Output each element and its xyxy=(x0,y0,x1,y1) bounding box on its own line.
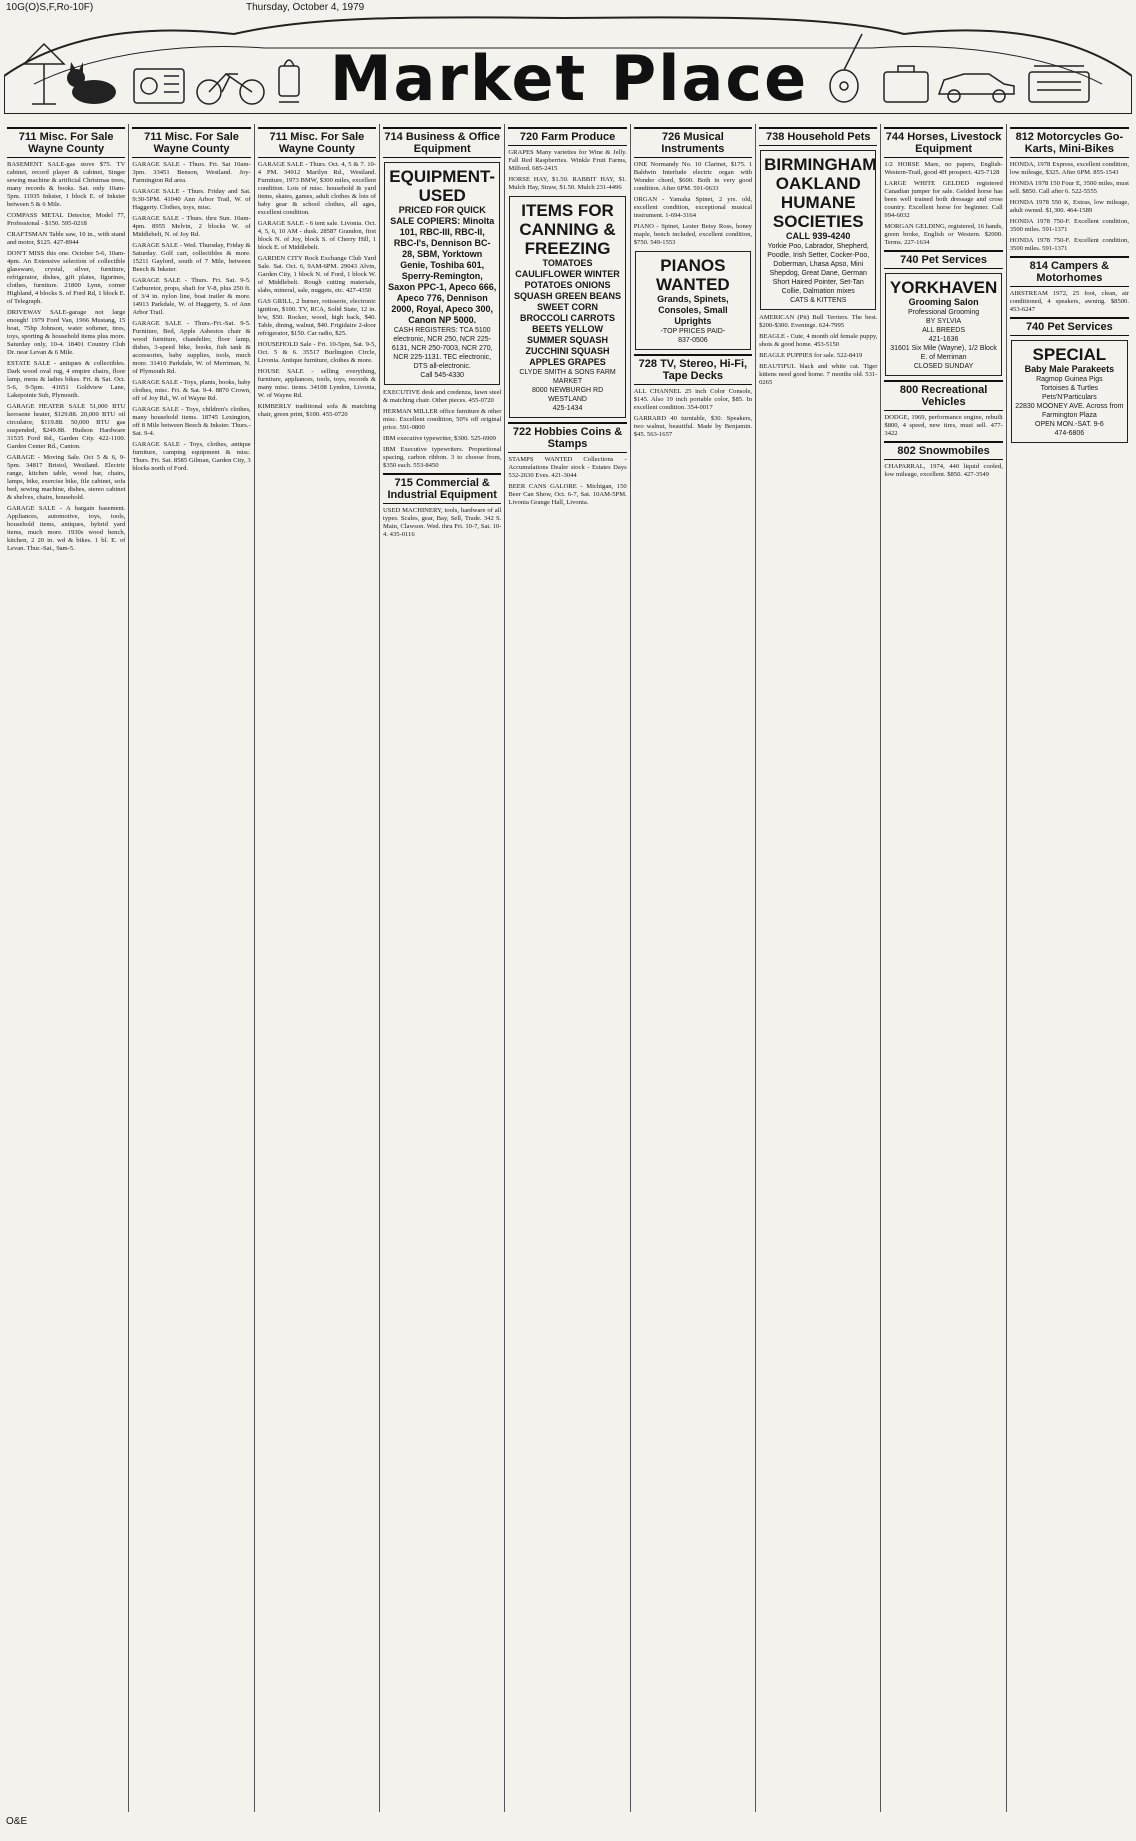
classified-ad: GARAGE SALE - Toys, plants, books, baby clothes, misc. Fri. & Sat. 9-4. 8870 Crown, off of Joy Rd., W. of Wayne Rd. xyxy=(132,379,251,402)
display-ad-line: 421-1636 xyxy=(928,336,959,343)
section-heading: 715 Commercial & Industrial Equipment xyxy=(383,473,501,504)
classified-ad: USED MACHINERY, tools, hardware of all types. Scales, gear, Bay, Sell, Trade. 342 S. Main, Clawson. Wed. thru Fri. 10-7, Sat. 10-4. 435-0116 xyxy=(383,507,502,538)
display-ad-line: 474-6806 xyxy=(1054,430,1085,437)
classified-ad: BEAGLE PUPPIES for sale. 522-8419 xyxy=(759,352,863,359)
display-ad-box xyxy=(635,251,751,350)
display-ad-box xyxy=(384,162,500,385)
classified-columns xyxy=(4,124,1132,1812)
bicycle-icon xyxy=(197,74,264,104)
display-ad-headline: YORKHAVEN xyxy=(889,278,998,297)
section-heading: 720 Farm Produce xyxy=(508,127,626,146)
classified-ad: HONDA 1978 150 Four E, 3500 miles, must sell. $850. Call after 6. 522-5555 xyxy=(1009,180,1129,195)
display-ad-line: 22830 MOONEY AVE. Across from Farmington Plaza xyxy=(1015,403,1124,419)
classified-ad: BEER CANS GALORE - Michigan, 150 Beer Can Show, Oct. 6-7, Sat. 10AM-5PM. Livonia Grange Hall, Livonia. xyxy=(508,483,627,506)
classified-ad: GARAGE HEATER SALE 51,000 BTU kerosene heater, $129.88. 20,000 BTU oil circulator, $119.88. 50,000 BTU gas suspended, $249.88. Hudson Hardware 31535 Ford Rd., Garden City. 422-1100. Garden Center Rd., Canton. xyxy=(7,403,126,450)
classified-ad: COMPASS METAL Detector, Model 77, Professional - $150. 595-0218 xyxy=(7,212,126,227)
display-ad-line: Tortoises & Turtles xyxy=(1040,385,1099,392)
column-7 xyxy=(756,124,881,1812)
classified-ad: HONDA 1978 750-F. Excellent condition, 3500 miles. 591-1371 xyxy=(1009,218,1129,233)
classified-ad: HORSE HAY, $1.50. RABBIT HAY, $1. Mulch Hay, Straw, $1.50. Mulch 231-4496 xyxy=(508,176,627,191)
classified-ad: GARAGE SALE - 6 tent sale. Livonia. Oct. 4, 5, 6, 10 AM - dusk. 28587 Grandon, first block N. of Joy, block S. of Cherry Hill, 1 block E. of Middlebelt. xyxy=(257,220,377,251)
classified-ad: DRIVEWAY SALE-garage not large enough! 1979 Ford Van, 1966 Mustang, 15 boat, 75hp Johnson, water softener, tires, toys, sporting & household items plus more. Saturday only, 10-4. 18401 Country Club Dr. near Levan & 6 Mile. xyxy=(7,309,126,356)
display-ad-box xyxy=(1011,340,1128,443)
display-ad-line: CLYDE SMITH & SONS FARM MARKET xyxy=(519,369,616,385)
section-heading: 711 Misc. For Sale Wayne County xyxy=(7,127,125,158)
classified-ad: PIANO - Spinet, Lester Betsy Ross, honey maple, bench included, excellent condition, $750. 549-1553 xyxy=(633,223,753,246)
display-ad-line: BY SYLVIA xyxy=(926,318,962,325)
classified-ad: EXECUTIVE desk and credenza, fawn steel & matching chair. Other pieces. 455-0720 xyxy=(383,389,502,404)
classified-ad: ORGAN - Yamaha Spinet, 2 yrs. old, excellent condition, exceptional musical instrument. 1-694-3164 xyxy=(633,196,753,219)
classified-ad: HONDA 1978 750-F. Excellent condition, 3500 miles. 591-1371 xyxy=(1009,237,1129,252)
classified-ad: GARAGE SALE - A bargain basement. Appliances, automotive, toys, tools, household items, antiques, hybrid yard items, much more. 1930s wood bench, kitchen, 2 20 in. wd & bikes. 1 bl. E. of Levan. Thur.-Sat., 9am-5. xyxy=(7,505,126,552)
classified-ad: GARAGE - Moving Sale. Oct 5 & 6, 9-5pm. 34817 Bristol, Westland. Electric range, kitchen table, wood bar, chairs, lamps, bike, exercise bike, file cabinet, sofa bed, sewing machine, dishes, stereo cabinet & shelves, chairs, household. xyxy=(7,454,126,501)
masthead-banner xyxy=(4,14,1132,114)
display-ad-line: CLOSED SUNDAY xyxy=(913,363,974,370)
display-ad-headline: EQUIPMENT-USED xyxy=(389,167,496,205)
column-4 xyxy=(380,124,505,1812)
section-heading: 744 Horses, Livestock Equipment xyxy=(884,127,1002,158)
classified-ad: STAMPS WANTED Collections - Accumulations Dealer stock - Estates Days 532-2630 Eves. 421-3044 xyxy=(508,456,627,479)
section-heading: 728 TV, Stereo, Hi-Fi, Tape Decks xyxy=(634,354,752,385)
classified-ad: GRAPES Many varieties for Wine & Jelly. Fall Red Raspberries. Winkle Fruit Farms, Milford. 685-2415 xyxy=(508,149,627,172)
classified-ad: ONE Normandy No. 10 Clarinet, $175. 1 Baldwin Interlude electric organ with Wonder chord, $600. Both in very good condition. After 6PM. 591-0633 xyxy=(633,161,753,192)
display-ad-line: Professional Grooming xyxy=(907,309,980,316)
typewriter-icon xyxy=(1029,66,1089,102)
car-icon xyxy=(939,74,1014,102)
classified-ad: ALL CHANNEL 25 inch Color Console, $145. Also 19 inch portable color, $85. In excellent condition. 354-0017 xyxy=(633,388,753,411)
classified-ad: MORGAN GELDING, registered, 16 hands, green broke, English or Western. $2000. Terms. 227-1634 xyxy=(884,223,1003,246)
folio-code: 10G(O)S,F,Ro-10F) xyxy=(6,2,94,13)
display-ad-line: Grands, Spinets, Consoles, Small Uprights xyxy=(657,294,729,326)
display-ad-line: Baby Male Parakeets xyxy=(1024,364,1115,374)
display-ad-line: 425-1434 xyxy=(552,405,583,412)
classified-ad: IBM executive typewriter, $300. 525-6909 xyxy=(383,435,496,442)
display-ad-headline: BIRMINGHAM OAKLAND HUMANE SOCIETIES xyxy=(764,155,877,231)
classified-ad: GARRARD 40 turntable, $30. Speakers, two walnut, beautiful. Made by Benjamin. $45. 563-1657 xyxy=(633,415,753,438)
display-ad-line: CASH REGISTERS: TCA 5100 electronic, NCR 250, NCR 225-6131, NCR 250-7003, NCR 270, NCR 225-1131. TEC electronic, DTS all-electronic. xyxy=(391,327,493,370)
classified-ad: GARAGE SALE - Thurs.-Fri.-Sat. 9-5. Furniture, Bed, Apple Asbestos chair & wood furniture, chandelier, floor lamp, dishes, 3-speed bike, books, fish tank & accessories, baby supplies, tools, much more. 31410 Parkdale, W. of Merriman, N. of Plymouth Rd. xyxy=(132,320,251,375)
classified-ad: HONDA, 1978 Express, excellent condition, low mileage, $325. After 6PM. 855-1543 xyxy=(1009,161,1129,176)
section-heading: 802 Snowmobiles xyxy=(884,441,1002,460)
column-1 xyxy=(4,124,129,1812)
classified-ad: AMERICAN (Pit) Bull Terriers. The best. $200-$300. Evenings. 624-7995 xyxy=(759,314,878,329)
suitcase-icon xyxy=(884,66,928,102)
display-ad-line: Grooming Salon xyxy=(908,297,979,307)
column-3 xyxy=(255,124,380,1812)
display-ad-line: Yorkie Poo, Labrador, Shepherd, Poodle, Irish Setter, Cocker-Poo, Doberman, Lhasa Apso, Mini Shepdog, Great Dane, German Short Haired Pointer, Set-Tan Collie, Dalmation mixes xyxy=(767,243,870,295)
display-ad-line: CALL 939-4240 xyxy=(786,231,851,241)
section-heading: 714 Business & Office Equipment xyxy=(383,127,501,158)
display-ad-headline: SPECIAL xyxy=(1032,345,1107,364)
column-2 xyxy=(129,124,254,1812)
column-5 xyxy=(505,124,630,1812)
section-heading: 800 Recreational Vehicles xyxy=(884,380,1002,411)
display-ad-line: 837-0506 xyxy=(678,337,708,344)
display-ad-line: Pets'N'Particulars xyxy=(1041,394,1097,401)
display-ad-headline: ITEMS FOR CANNING & FREEZING xyxy=(519,201,616,258)
classified-ad: HERMAN MILLER office furniture & other misc. Excellent condition, 50% off original price. 591-0800 xyxy=(383,408,502,431)
classified-ad: GARAGE SALE - Thurs. Friday and Sat. 9:30-5PM. 41040 Ann Arbor Trail, W. of Haggerty. Clothes, toys, misc. xyxy=(132,188,251,211)
section-heading: 814 Campers & Motorhomes xyxy=(1010,256,1129,287)
display-ad-line: PRICED FOR QUICK SALE COPIERS: Minolta 101, RBC-III, RBC-II, RBC-I's, Dennison BC-28, SBM, Yorktown Genie, Toshiba 601, Sperry-Remington, Saxon PPC-1, Apeco 666, Apeco 776, Dennison 2000, Royal, Apeco 300, Canon NP 5000. xyxy=(388,205,497,325)
classified-ad: 1/2 HORSE Mare, no papers, English-Western-Trail, good 4H prospect. 425-7128 xyxy=(884,161,1003,176)
display-ad-line: TOMATOES CAULIFLOWER WINTER POTATOES ONIONS SQUASH GREEN BEANS SWEET CORN BROCCOLI CARROTS BEETS YELLOW SUMMER SQUASH ZUCCHINI SQUASH APPLES GRAPES xyxy=(514,258,622,367)
classified-ad: GARAGE SALE - Toys, children's clothes, many household items. 18745 Lexington, off 8 Mile between Beech & Inkster. Thurs.-Sat. 9-4. xyxy=(132,406,251,437)
display-ad-headline: PIANOS WANTED xyxy=(656,256,730,294)
classified-ad: DON'T MISS this one. October 5-6, 10am-4pm. An Extensive selection of collectible glassware, crystal, silver, furniture, refrigerator, dishes, gift plates, figurines, clothes, furniture. 21800 Lynn, corner Highland, 4 blocks S. of Ford Rd, 1 block E. of Telegraph. xyxy=(7,250,126,305)
display-ad-line: 31601 Six Mile (Wayne), 1/2 Block E. of Merriman xyxy=(890,345,997,361)
classified-ad: GAS GRILL, 2 burner, rotisserie, electronic ignition, $100. TV, RCA, Solid State, 12 in. b/w, $50. Rocker, wood, high back, $40. Table, dining, walnut, $40. Frigidaire 2-door refrigerator, $150. Car radio, $25. xyxy=(257,298,377,337)
display-ad-line: Ragmop Guinea Pigs xyxy=(1036,376,1103,383)
classified-ad: GARDEN CITY Rock Exchange Club Yard Sale. Sat. Oct. 6, 9AM-6PM. 29043 Alvin, Garden City, 1 block N. of Ford, 1 block W. of Middlebelt. Rough cutting materials, slabs, mineral, sale, nuggets, etc. 427-4350 xyxy=(257,255,377,294)
section-heading: 711 Misc. For Sale Wayne County xyxy=(132,127,250,158)
classified-ad: HOUSEHOLD Sale - Fri. 10-5pm, Sat. 9-5, Oct. 5 & 6. 35517 Burlington Circle, Livonia. Antique furniture, clothes & more. xyxy=(257,341,377,364)
display-ad-box xyxy=(760,150,876,310)
guitar-icon xyxy=(830,34,862,102)
radio-icon xyxy=(134,69,184,103)
classified-ad: DODGE, 1969, performance engine, rebuilt $800, 4 speed, new tires, must sell. 477-3422 xyxy=(884,414,1003,437)
classified-ad: GARAGE SALE - Thurs. Fri. Sat 10am-3pm. 33451 Benson, Westland. Joy-Farmington Rd area. xyxy=(132,161,251,184)
classified-ad: CRAFTSMAN Table saw, 10 in., with stand and motor, $125. 427-8944 xyxy=(7,231,126,246)
display-ad-line: -TOP PRICES PAID- xyxy=(660,328,726,335)
column-6 xyxy=(631,124,756,1812)
display-ad-line: OPEN MON.-SAT. 9-6 xyxy=(1035,421,1104,428)
column-9 xyxy=(1007,124,1132,1812)
classified-ad: GARAGE SALE - Thurs. Oct. 4, 5 & 7. 10-4 PM. 34912 Marilyn Rd., Westland. Furniture, 1973 BMW, $300 miles, excellent condition. Lots of misc. household & yard items, skates, games, adult clothes & lots of baby gear & school clothes, all ages, excellent condition. xyxy=(257,161,377,216)
classified-ad: AIRSTREAM 1972, 25 foot, clean, air conditioned, 4 speakers, awning. $8500. 453-6247 xyxy=(1009,290,1129,313)
classified-ad: HOUSE SALE - selling everything, furniture, appliances, tools, toys, records & many misc. items. 34108 Lyndon, Livonia, W. of Wayne Rd. xyxy=(257,368,377,399)
classified-ad: ESTATE SALE - antiques & collectibles. Dark wood oval rug, 4 empire chairs, floor lamp, mens & ladies bikes. Fri. & Sat. Oct. 5-6, 9-5pm. 41651 Goldview Lane, Lakepointe Sub, Plymouth. xyxy=(7,360,126,399)
classified-ad: BEAUTIFUL black and white cat. Tiger kittens need good home. 7 months old. 531-0265 xyxy=(759,363,878,386)
display-ad-line: 8000 NEWBURGH RD WESTLAND xyxy=(531,387,604,403)
section-heading: 738 Household Pets xyxy=(759,127,877,146)
classified-ad: GARAGE SALE - Toys, clothes, antique furniture, camping equipment & misc. Thurs. Fri. Sat. 8585 Gilman, Garden City, 3 blocks north of Ford. xyxy=(132,441,251,472)
section-heading: 722 Hobbies Coins & Stamps xyxy=(508,422,626,453)
classified-ad: CHAPARRAL, 1974, 440 liquid cooled, low mileage, excellent. $850. 427-3549 xyxy=(884,463,1003,478)
lantern-icon xyxy=(279,60,299,102)
section-heading: 812 Motorcycles Go-Karts, Mini-Bikes xyxy=(1010,127,1129,158)
display-ad-line: CATS & KITTENS xyxy=(790,297,847,304)
display-ad-line: ALL BREEDS xyxy=(922,327,966,334)
masthead-title: Market Place xyxy=(329,42,809,115)
cat-icon xyxy=(67,62,116,104)
page-footer: O&E xyxy=(6,1816,28,1827)
classified-ad: LARGE WHITE GELDED registered Canadian jumper for sale. Gelded horse has been well trained both dressage and cross country. Excellent horse for beginner. Call 994-6032 xyxy=(884,180,1003,219)
section-heading: 726 Musical Instruments xyxy=(634,127,752,158)
classified-ad: BASEMENT SALE-gas stove $75. TV cabinet, record player & cabinet, Singer sewing machine & artificial Christmas trees, many records & books. Sat. only 10am-5pm. 11935 Inkster, 1 block E. of Inkster between 5 & 6 Mile. xyxy=(7,161,126,208)
display-ad-box xyxy=(509,196,625,418)
column-8 xyxy=(881,124,1006,1812)
classified-ad: GARAGE SALE - Wed. Thursday, Friday & Saturday. Golf cart, collectibles & more. 15211 Gaylord, south of 7 Mile, between Beech & Inkster. xyxy=(132,242,251,273)
classified-ad: GARAGE SALE - Thurs. thru Sun. 10am-4pm. 8955 Melvin, 2 blocks W. of Middlebelt, N. of Joy Rd. xyxy=(132,215,251,238)
display-ad-box xyxy=(885,273,1001,376)
section-heading: 740 Pet Services xyxy=(1010,317,1129,336)
classified-ad: GARAGE SALE - Thurs. Fri. Sat. 9-5. Carburetor, props, shaft for V-8, plus 250 ft. of 3/4 in. nylon line, boat trailer & more. 14913 Parkdale, W. of Haggerty, S. of Ann Arbor Trail. xyxy=(132,277,251,316)
classified-ad: KIMBERLY traditional sofa & matching chair, green print, $100. 455-0720 xyxy=(257,403,377,418)
classified-ad: IBM Executive typewriters. Proportional spacing, carbon ribbon. 3 to choose from, $350 each. 553-8450 xyxy=(383,446,502,469)
folio-date: Thursday, October 4, 1979 xyxy=(246,2,365,13)
section-heading: 740 Pet Services xyxy=(884,250,1002,269)
display-ad-line: Call 545-4330 xyxy=(420,372,464,379)
classified-ad: HONDA 1978 550 K, Extras, low mileage, adult owned. $1,300. 464-1589 xyxy=(1009,199,1129,214)
classified-ad: BEAGLE - Cute, 4 month old female puppy, shots & good home. 453-5150 xyxy=(759,333,878,348)
section-heading: 711 Misc. For Sale Wayne County xyxy=(258,127,376,158)
